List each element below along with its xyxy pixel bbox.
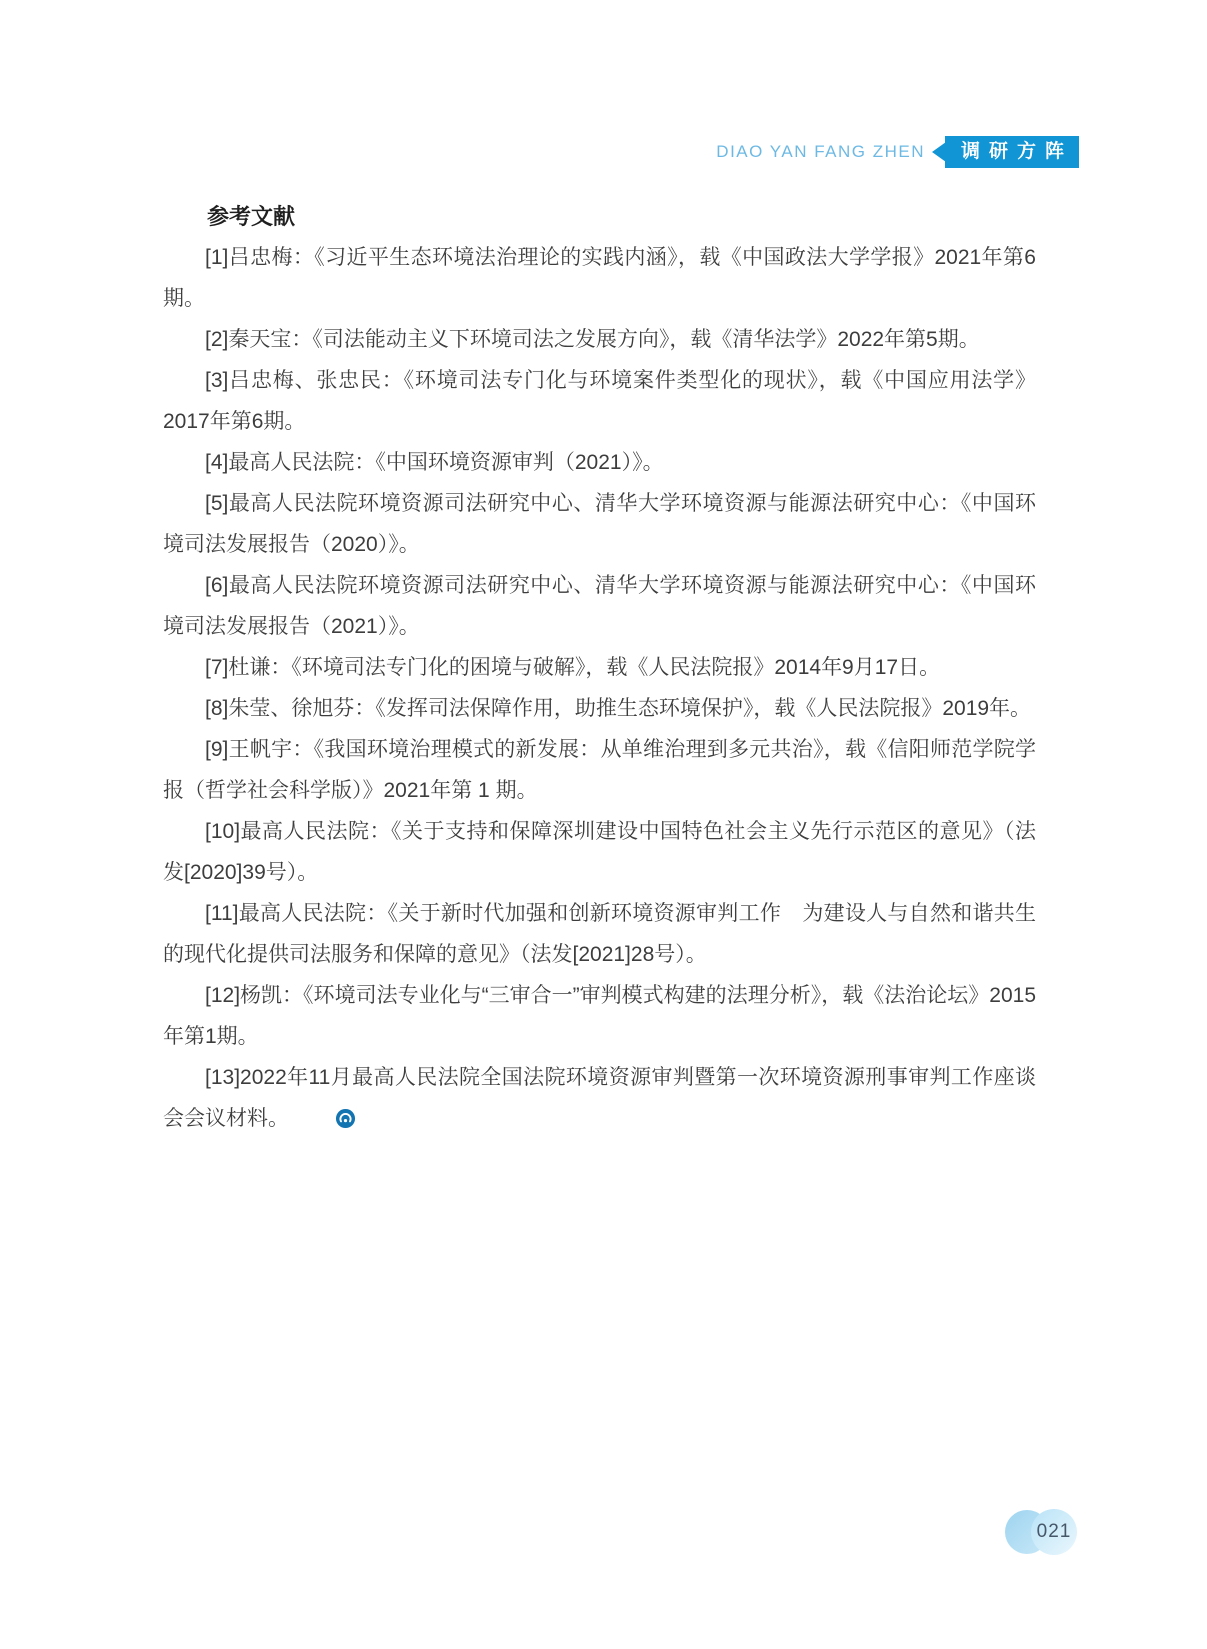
reference-item-10: [10]最高人民法院：《关于支持和保障深圳建设中国特色社会主义先行示范区的意见》（法发[2020]39号）。 <box>163 820 1036 884</box>
article-end-icon <box>293 1102 314 1123</box>
references-section <box>163 196 1036 1139</box>
reference-item-6: [6]最高人民法院环境资源司法研究中心、清华大学环境资源与能源法研究中心：《中国环境司法发展报告（2021）》。 <box>163 574 1036 638</box>
arrow-left-icon <box>932 142 946 162</box>
reference-item-1: [1]吕忠梅：《习近平生态环境法治理论的实践内涵》，载《中国政法大学学报》2021年第6期。 <box>163 246 1036 310</box>
reference-item-5: [5]最高人民法院环境资源司法研究中心、清华大学环境资源与能源法研究中心：《中国环境司法发展报告（2020）》。 <box>163 492 1036 556</box>
page-number: 021 <box>1036 1521 1072 1542</box>
reference-item-9: [9]王帆宇：《我国环境治理模式的新发展：从单维治理到多元共治》，载《信阳师范学院学报（哲学社会科学版）》2021年第 1 期。 <box>163 738 1036 802</box>
section-pinyin-label: DIAO YAN FANG ZHEN <box>716 142 925 161</box>
reference-item-3: [3]吕忠梅、张忠民：《环境司法专门化与环境案件类型化的现状》，载《中国应用法学》2017年第6期。 <box>163 369 1036 433</box>
reference-list <box>163 237 1036 1139</box>
reference-item-2: [2]秦天宝：《司法能动主义下环境司法之发展方向》，载《清华法学》2022年第5期。 <box>205 328 980 351</box>
page-header <box>716 136 1079 168</box>
references-heading: 参考文献 <box>207 204 296 229</box>
reference-item-7: [7]杜谦：《环境司法专门化的困境与破解》，载《人民法院报》2014年9月17日。 <box>205 656 941 679</box>
reference-item-4: [4]最高人民法院：《中国环境资源审判（2021）》。 <box>205 451 664 474</box>
reference-item-12: [12]杨凯：《环境司法专业化与“三审合一”审判模式构建的法理分析》，载《法治论坛》2015年第1期。 <box>163 984 1036 1048</box>
page-number-badge <box>1005 1509 1077 1555</box>
reference-item-11: [11]最高人民法院：《关于新时代加强和创新环境资源审判工作 为建设人与自然和谐共生的现代化提供司法服务和保障的意见》（法发[2021]28号）。 <box>163 902 1036 966</box>
reference-item-13: [13]2022年11月最高人民法院全国法院环境资源审判暨第一次环境资源刑事审判工作座谈会会议材料。 <box>163 1066 1036 1130</box>
page-number-circle <box>1031 1509 1077 1555</box>
reference-item-8: [8]朱莹、徐旭芬：《发挥司法保障作用，助推生态环境保护》，载《人民法院报》2019年。 <box>205 697 1032 720</box>
section-badge: 调研方阵 <box>945 136 1079 168</box>
